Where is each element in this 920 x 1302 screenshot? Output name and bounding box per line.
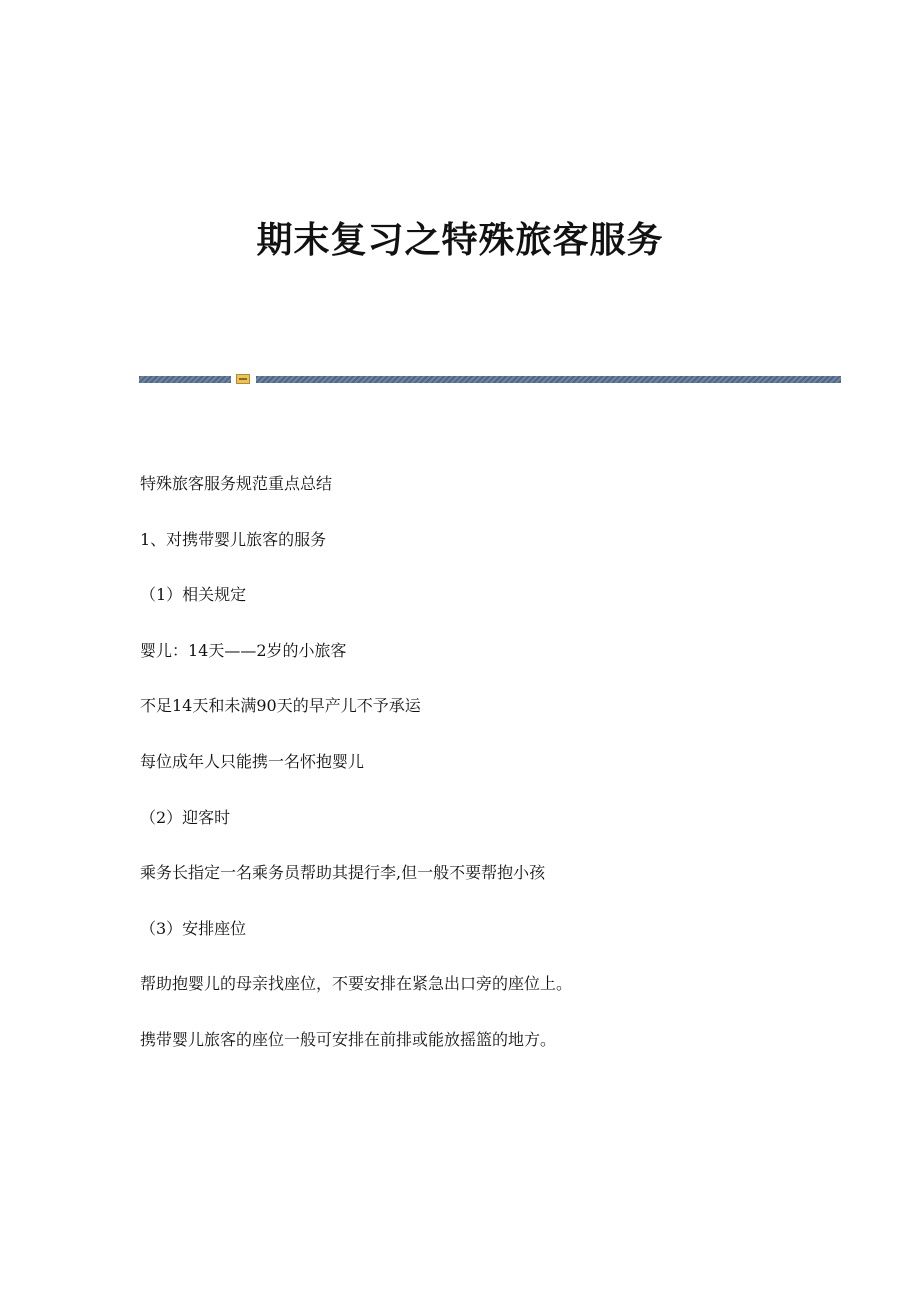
list-heading: （3）安排座位 xyxy=(140,918,247,938)
document-title: 期末复习之特殊旅客服务 xyxy=(256,219,664,261)
list-heading: （2）迎客时 xyxy=(140,807,231,827)
divider-bar-left xyxy=(139,376,231,383)
body-paragraph: 帮助抱婴儿的母亲找座位，不要安排在紧急出口旁的座位上。 xyxy=(140,974,573,994)
body-paragraph: 携带婴儿旅客的座位一般可安排在前排或能放摇篮的地方。 xyxy=(140,1029,557,1049)
divider-ornament-icon xyxy=(236,374,250,384)
divider-bar-right xyxy=(256,376,841,383)
title-divider xyxy=(139,374,841,384)
subsection-heading: 1、对携带婴儿旅客的服务 xyxy=(140,529,327,549)
list-heading: （1）相关规定 xyxy=(140,585,247,605)
body-paragraph: 婴儿：14天——2岁的小旅客 xyxy=(140,640,347,660)
body-paragraph: 每位成年人只能携一名怀抱婴儿 xyxy=(140,751,365,771)
body-paragraph: 乘务长指定一名乘务员帮助其提行李,但一般不要帮抱小孩 xyxy=(140,863,546,883)
section-heading: 特殊旅客服务规范重点总结 xyxy=(140,474,333,493)
body-paragraph: 不足14天和未满90天的早产儿不予承运 xyxy=(140,696,421,716)
document-body xyxy=(140,470,840,1082)
